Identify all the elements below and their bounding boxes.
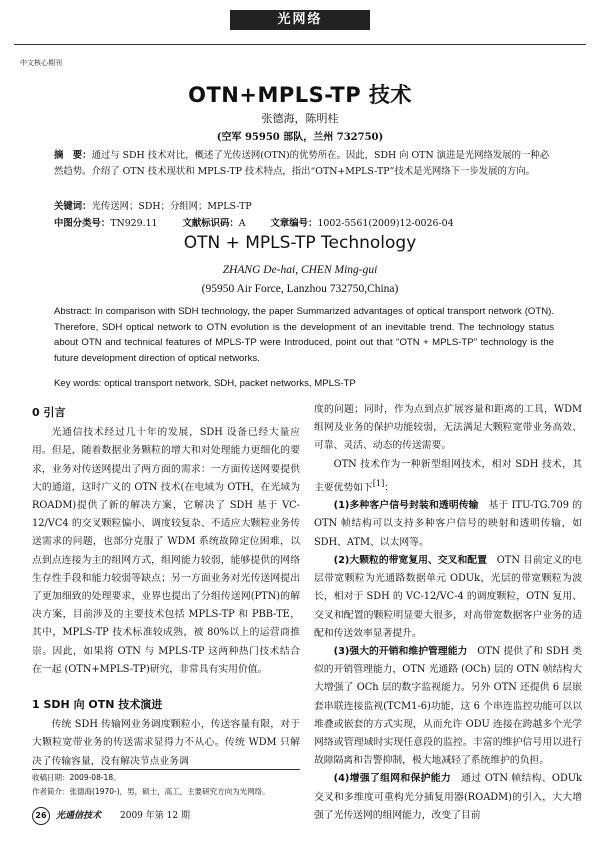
abstract-en-text: In comparison with SDH technology, the paper Summarized advantages of optical transport network (OTN). Therefore, SDH optical network to OTN evolution is the development of an inevitable trend. The technology status about OTN and technical features of MPLS-TP were Introduced, point out that "OTN + MPLS-TP" technology is the future development direction of optical networks.	[54, 306, 554, 364]
abstract-cn-text: 通过与 SDH 技术对比，概述了光传送网(OTN)的优势所在。因此，SDH 向 OTN 演进是光网络发展的一种必然趋势。介绍了 OTN 技术现状和 MPLS-TP 技术特点，指出“OTN+MPLS-TP”技术是光网络下一步发展的方向。	[54, 150, 550, 177]
list-item	[314, 770, 582, 825]
authors-en: ZHANG De-hai, CHEN Ming-gui	[222, 264, 378, 276]
abstract-cn	[54, 148, 554, 180]
list-item	[314, 643, 582, 770]
list-item-text: OTN 目前定义的电层带宽颗粒为光通路数据单元 ODUk，光层的带宽颗粒为波长，相对于 SDH 的 VC-12/VC-4 的调度颗粒，OTN 复用、交叉和配置的颗粒明显要大很多，对高带宽数据客户业务的适配和传送效率显著提升。	[314, 554, 582, 639]
list-item-head: (3)强大的开销和维护管理能力	[333, 645, 468, 657]
section-heading-evolution: 1 SDH 向 OTN 技术演进	[32, 698, 163, 712]
list-item-head: (1)多种客户信号封装和透明传输	[333, 500, 479, 512]
keywords-cn	[54, 198, 252, 212]
paragraph: 光通信技术经过几十年的发展，SDH 设备已经大量应用。但是，随着数据业务颗粒的增大和对处理能力更细化的要求，业务对传送网提出了两方面的需求：一方面传送网要提供大的通道，这时广义的 OTN 技术(在电域为 OTH，在光域为 ROADM)提供了新的解决方案，它解决了 SDH 基于 VC-12/VC4 的交叉颗粒偏小、调度较复杂、不适应大颗粒业务传送需求的问题，也部分克服了 WDM 系统故障定位困难，以点到点连接为主的组网方式，组网能力较弱，能够提供的网络生存性手段和能力较弱等缺点；另一方面业务对光传送网提出了更加细致的处理要求，业界也提出了分组传送网(PTN)的解决方案，目前涉及的主要技术包括 MPLS-TP 和 PBB-TE，其中，MPLS-TP 技术标准较成熟，被 80%以上的运营商推崇。因此，如果将 OTN 与 MPLS-TP 这两种热门技术结合在一起 (OTN+MPLS-TP)研究，非常具有实用价值。	[32, 427, 300, 675]
keywords-cn-label: 关键词：	[54, 201, 92, 212]
journal-section-tag: 光网络	[230, 10, 370, 30]
keywords-en-text: optical transport network, SDH, packet networks, MPLS-TP	[101, 378, 356, 389]
footnote-received: 收稿日期：2009-08-18。	[32, 773, 121, 782]
footnote-divider	[32, 769, 300, 770]
paragraph	[314, 456, 582, 498]
paragraph: 传统 SDH 传输网业务调度颗粒小，传送容量有限，对于大颗粒宽带业务的传送需求显得力不从心。传统 WDM 只解决了传输容量，没有解决节点业务调	[32, 719, 300, 767]
footnote-author: 作者简介：张德海(1970-)，男，硕士，高工，主要研究方向为光网络。	[32, 787, 270, 796]
abstract-en	[54, 304, 554, 366]
affiliation-cn: (空军 95950 部队，兰州 732750)	[216, 132, 384, 143]
page-number: 26	[32, 807, 50, 825]
list-item-text: OTN 提供了和 SDH 类似的开销管理能力，OTN 光通路 (OCh) 层的 OTN 帧结构大大增强了 OCh 层的数字监视能力。另外 OTN 还提供 6 层嵌套串联连接监视(TCM1-6)功能，这 6 个串连监控功能可以以堆叠或嵌套的方式实现，从而允许 ODU 连接在跨越多个光学网络或管理域时实现任意段的监控。丰富的维护信号用以进行故障隔离和告警抑制，极大地减轻了系统维护的负担。	[314, 645, 582, 767]
right-column	[314, 401, 582, 825]
list-item-text: 基于 ITU-TG.709 的 OTN 帧结构可以支持多种客户信号的映射和透明传输，如 SDH、ATM、以太网等。	[314, 500, 582, 548]
article-no-value: 1002-5561(2009)12-0026-04	[317, 218, 454, 229]
citation-ref: [1]	[372, 477, 385, 488]
abstract-en-label: Abstract:	[54, 306, 92, 317]
list-item-head: (2)大颗粒的带宽复用、交叉和配置	[333, 554, 487, 566]
list-item-text: 通过 OTN 帧结构、ODUk 交叉和多维度可重构光分插复用器(ROADM)的引入，大大增强了光传送网的组网能力，改变了目前	[314, 773, 582, 821]
abstract-cn-label: 摘 要：	[54, 150, 92, 161]
doc-code-value: A	[238, 218, 246, 229]
paragraph-text: OTN 技术作为一种新型组网技术，相对 SDH 技术，其主要优势如下	[314, 458, 582, 494]
doc-code-label: 文献标识码：	[182, 218, 239, 229]
section-heading-intro: 0 引言	[32, 406, 66, 419]
header-divider	[14, 44, 586, 45]
footer-issue: 2009 年第 12 期	[120, 811, 190, 821]
page-title-en: OTN + MPLS-TP Technology	[183, 233, 417, 253]
keywords-cn-text: 光传送网；SDH；分组网；MPLS-TP	[91, 201, 252, 212]
paragraph-punct: ：	[384, 482, 395, 494]
affiliation-en: (95950 Air Force, Lanzhou 732750,China)	[201, 283, 399, 295]
clc-label: 中图分类号：	[54, 218, 111, 229]
left-column	[32, 401, 300, 771]
article-no-label: 文章编号：	[270, 218, 318, 229]
list-item	[314, 552, 582, 643]
keywords-en	[54, 378, 356, 389]
paragraph: 度的问题；同时，作为点到点扩展容量和距离的工具，WDM 组网及业务的保护功能较弱，无法满足大颗粒宽带业务高效、可靠、灵活、动态的传送需要。	[314, 404, 582, 452]
footer-journal-name: 光通信技术	[56, 811, 102, 821]
list-item	[314, 497, 582, 552]
clc-value: TN929.11	[110, 218, 158, 229]
core-journal-label: 中文核心期刊	[20, 59, 62, 67]
keywords-en-label: Key words:	[54, 378, 102, 389]
authors-cn: 张德海，陈明桂	[261, 112, 339, 125]
page-title-cn: OTN+MPLS-TP 技术	[188, 83, 412, 107]
list-item-head: (4)增强了组网和保护能力	[333, 773, 451, 785]
classification-row	[54, 215, 574, 229]
